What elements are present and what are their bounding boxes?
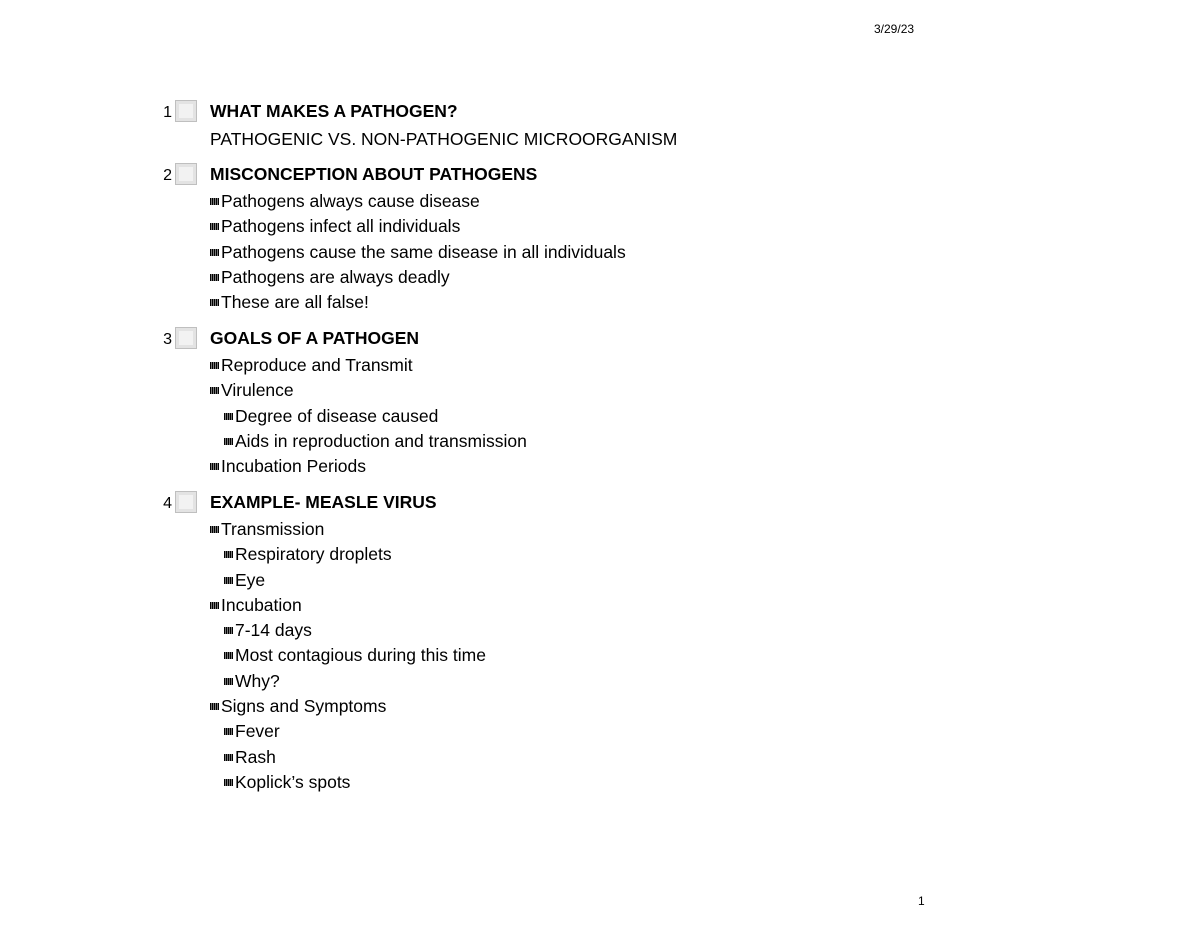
list-item — [210, 454, 527, 479]
list-item-text: 7-14 days — [235, 620, 312, 641]
list-item-text: Rash — [235, 746, 276, 767]
list-item-text: Incubation Periods — [221, 456, 366, 477]
slide-header — [158, 100, 677, 126]
page-number: 1 — [918, 894, 925, 908]
list-item-text: Most contagious during this time — [235, 645, 486, 666]
list-item-text: Virulence — [221, 380, 294, 401]
slide-header — [158, 163, 626, 189]
list-item-text: Eye — [235, 569, 266, 590]
slide-body — [210, 353, 527, 479]
list-item-text: Respiratory droplets — [235, 544, 392, 565]
bullet-icon — [224, 754, 233, 761]
slide-thumbnail[interactable] — [175, 327, 197, 349]
bullet-icon — [210, 602, 219, 609]
slide-subtitle: PATHOGENIC VS. NON-PATHOGENIC MICROORGANISM — [210, 129, 678, 149]
slide-1 — [158, 100, 677, 153]
bullet-icon — [224, 728, 233, 735]
bullet-icon — [210, 274, 219, 281]
slide-number: 3 — [163, 331, 172, 348]
bullet-icon — [224, 551, 233, 558]
slide-thumbnail[interactable] — [175, 100, 197, 122]
list-item-text: Pathogens always cause disease — [221, 191, 480, 211]
list-item-text: Pathogens are always deadly — [221, 266, 450, 287]
bullet-icon — [210, 299, 219, 306]
bullet-icon — [224, 627, 233, 634]
list-item — [210, 618, 486, 643]
bullet-icon — [224, 652, 233, 659]
list-item-text: Pathogens cause the same disease in all individuals — [221, 241, 626, 262]
slide-number: 1 — [163, 104, 172, 121]
slide-header — [158, 327, 527, 353]
slide-title: WHAT MAKES A PATHOGEN? — [210, 101, 458, 121]
list-item-text: Transmission — [221, 519, 325, 539]
slide-title: GOALS OF A PATHOGEN — [210, 328, 420, 348]
list-item — [210, 694, 486, 719]
slide-3 — [158, 327, 527, 479]
list-item — [210, 404, 527, 429]
list-item — [210, 770, 486, 795]
list-item-text: Aids in reproduction and transmission — [235, 430, 527, 451]
list-item — [210, 643, 486, 668]
slide-body — [210, 189, 626, 315]
slide-body — [210, 517, 486, 795]
list-item-text: Degree of disease caused — [235, 405, 439, 426]
list-item — [210, 593, 486, 618]
list-item-text: Reproduce and Transmit — [221, 355, 413, 375]
list-item-text: Koplick’s spots — [235, 771, 351, 792]
list-item — [210, 214, 626, 239]
list-item — [210, 378, 527, 403]
list-item — [210, 240, 626, 265]
bullet-icon — [224, 678, 233, 685]
list-item-text: Fever — [235, 721, 280, 742]
list-item — [210, 265, 626, 290]
bullet-icon — [210, 526, 219, 533]
list-item — [210, 429, 527, 454]
list-item — [210, 353, 527, 378]
bullet-icon — [210, 249, 219, 256]
slide-number: 4 — [163, 495, 172, 512]
slide-4 — [158, 491, 486, 795]
list-item-text: Incubation — [221, 594, 302, 615]
list-item-text: Pathogens infect all individuals — [221, 216, 461, 237]
print-date: 3/29/23 — [874, 22, 915, 36]
bullet-icon — [210, 362, 219, 369]
slide-header — [158, 491, 486, 517]
list-item — [210, 290, 626, 315]
list-item — [210, 517, 486, 542]
bullet-icon — [210, 198, 219, 205]
list-item — [210, 542, 486, 567]
bullet-icon — [224, 438, 233, 445]
slide-body — [210, 126, 677, 153]
list-item — [210, 669, 486, 694]
bullet-icon — [210, 223, 219, 230]
list-item — [210, 719, 486, 744]
slide-number: 2 — [163, 167, 172, 184]
list-item — [210, 745, 486, 770]
slide-title: MISCONCEPTION ABOUT PATHOGENS — [210, 164, 538, 184]
slide-2 — [158, 163, 626, 315]
bullet-icon — [210, 703, 219, 710]
bullet-icon — [210, 463, 219, 470]
slide-thumbnail[interactable] — [175, 163, 197, 185]
list-item — [210, 568, 486, 593]
slide-title: EXAMPLE- MEASLE VIRUS — [210, 492, 437, 512]
bullet-icon — [224, 413, 233, 420]
list-item — [210, 189, 626, 214]
bullet-icon — [224, 779, 233, 786]
list-item-text: These are all false! — [221, 292, 369, 313]
list-item-text: Signs and Symptoms — [221, 696, 387, 717]
slide-thumbnail[interactable] — [175, 491, 197, 513]
list-item-text: Why? — [235, 670, 280, 691]
bullet-icon — [224, 577, 233, 584]
bullet-icon — [210, 387, 219, 394]
